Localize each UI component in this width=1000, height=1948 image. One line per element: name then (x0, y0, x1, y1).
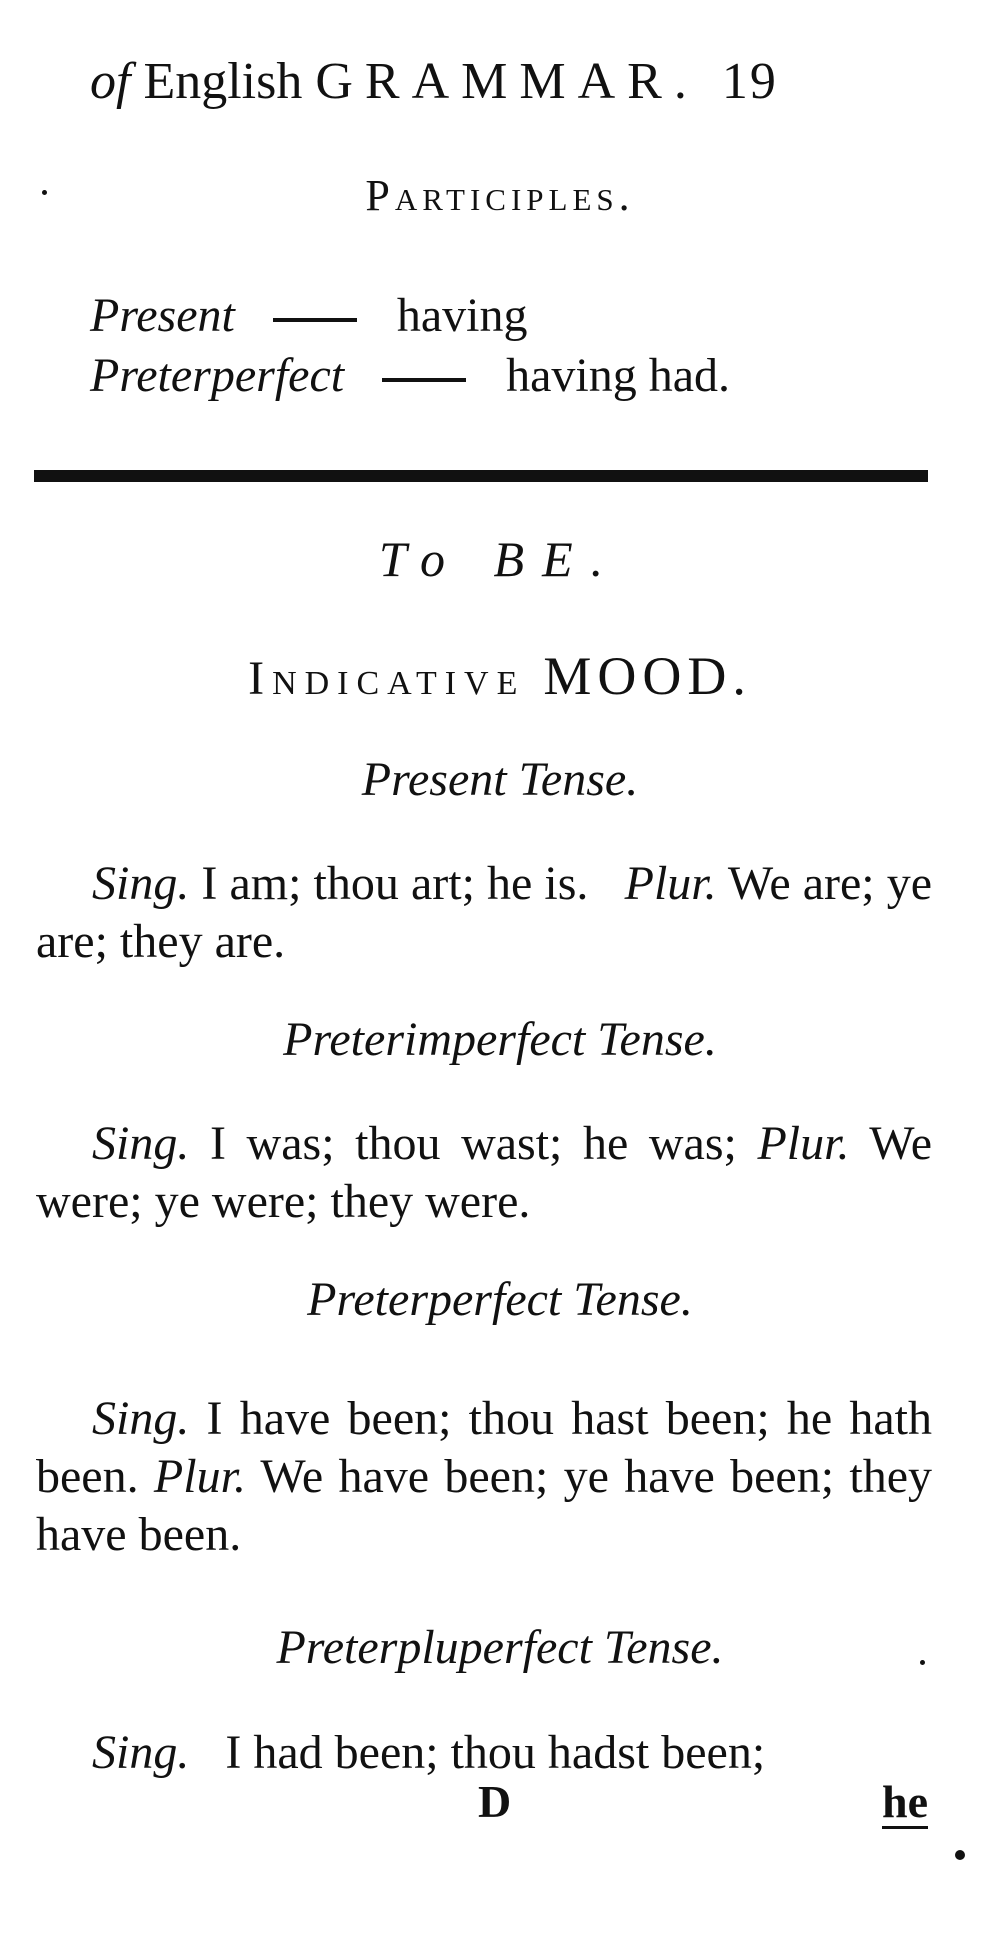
participle-label: Present (90, 289, 235, 342)
mood-heading (0, 645, 1000, 707)
plur-label: Plur. (153, 1450, 246, 1503)
page-number: 19 (721, 53, 778, 110)
plur-text: We were; ye were; they were. (36, 1117, 932, 1228)
participle-row-preterperfect (90, 348, 730, 403)
participle-value: having had. (506, 349, 731, 402)
verb-heading: To BE. (378, 531, 622, 587)
tense-paragraph-present (36, 855, 932, 971)
plur-text: We have been; ye have been; they have been. (36, 1450, 932, 1561)
catchword: he (882, 1778, 928, 1829)
participles-heading: Participles. (365, 171, 635, 220)
dash-rule (382, 378, 466, 382)
sing-text: I am; thou art; he is. (201, 857, 589, 910)
running-head-english: English (143, 53, 303, 110)
dash-rule (273, 318, 357, 322)
running-head-grammar: GRAMMAR. (315, 53, 699, 110)
ink-speck (42, 190, 47, 195)
sing-text: I have been; thou hast been; he hath been. (36, 1392, 932, 1503)
running-head-of: of (90, 53, 131, 110)
running-head (90, 52, 778, 111)
plur-text: We are; ye are; they are. (36, 857, 933, 968)
participle-value: having (396, 289, 528, 342)
plur-label: Plur. (757, 1117, 850, 1170)
sing-label: Sing. (92, 1726, 190, 1779)
mood-name: Indicative (248, 652, 526, 705)
sing-label: Sing. (92, 1117, 190, 1170)
tense-paragraph-preterimperfect (36, 1115, 932, 1231)
sing-label: Sing. (92, 1392, 190, 1445)
tense-heading-present: Present Tense. (361, 753, 639, 806)
sing-text: I was; thou wast; he was; (209, 1117, 737, 1170)
section-divider-rule (34, 470, 928, 482)
participle-row-present (90, 288, 527, 343)
sing-text: I had been; thou hadst been; (225, 1726, 766, 1779)
ink-speck (955, 1850, 965, 1860)
tense-paragraph-preterperfect (36, 1390, 932, 1564)
tense-paragraph-preterpluperfect (36, 1724, 932, 1782)
mood-word: MOOD. (543, 646, 752, 706)
signature-mark: D (478, 1776, 512, 1827)
ink-speck (920, 1660, 925, 1665)
sing-label: Sing. (92, 857, 190, 910)
participle-label: Preterperfect (90, 349, 345, 402)
tense-heading-preterimperfect: Preterimperfect Tense. (283, 1013, 717, 1066)
tense-heading-preterpluperfect: Preterpluperfect Tense. (276, 1621, 724, 1674)
plur-label: Plur. (624, 857, 717, 910)
tense-heading-preterperfect: Preterperfect Tense. (307, 1273, 693, 1326)
